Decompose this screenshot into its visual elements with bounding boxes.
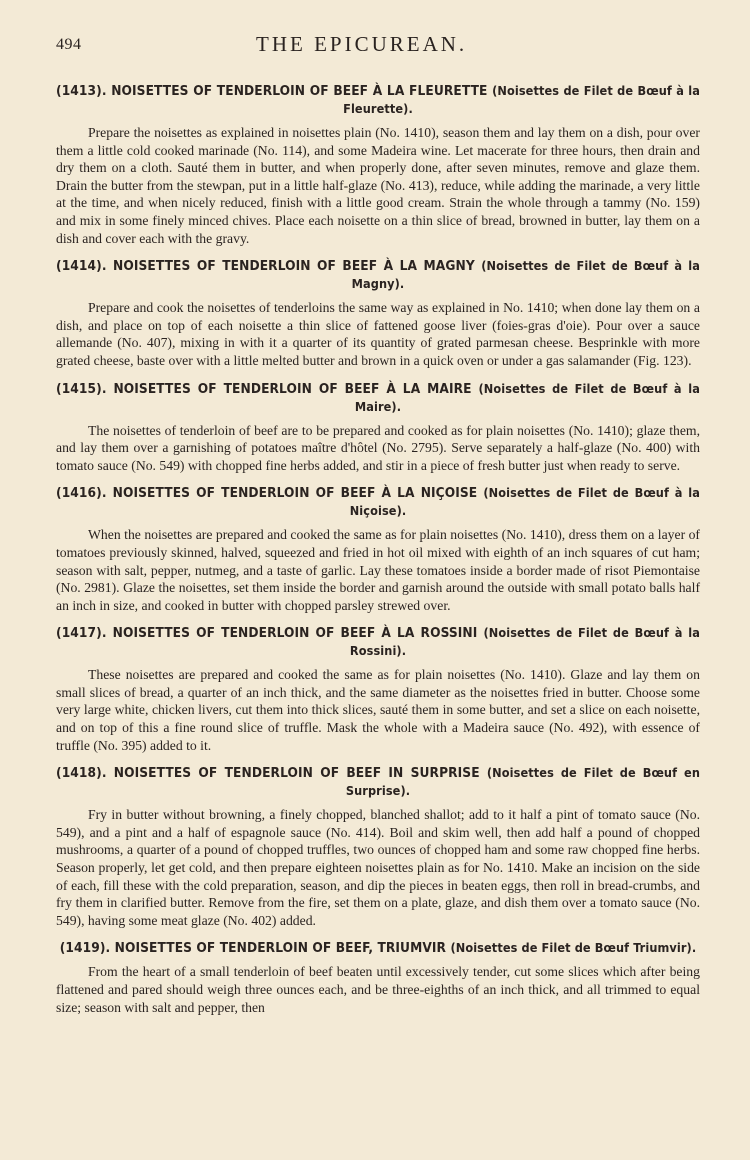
recipe-title: NOISETTES OF TENDERLOIN OF BEEF IN SURPRISE	[113, 765, 480, 782]
recipe-french-title: (Noisettes de Filet de Bœuf en Surprise).	[345, 765, 701, 799]
recipe-heading	[56, 82, 700, 118]
recipe-heading	[56, 257, 700, 293]
recipe-number: (1414).	[56, 258, 107, 275]
recipe-french-title: (Noisettes de Filet de Bœuf à la Rossini).	[349, 625, 701, 659]
recipe-entry-1413	[56, 82, 700, 247]
recipe-entry-1416	[56, 484, 700, 614]
recipe-body: When the noisettes are prepared and cooked the same as for plain noisettes (No. 1410), dress them on a layer of tomatoes previously skinned, halved, squeezed and fried in hot oil mixed with eighth of an inch squares of cut ham; season with salt, pepper, nutmeg, and a taste of garlic. Lay these tomatoes inside a border made of risot Piemontaise (No. 2981). Glaze the noisettes, set them inside the border and garnish around the outside with small potato balls half an inch in size, and cooked in butter with chopped parsley strewed over.	[56, 527, 700, 613]
recipe-body: These noisettes are prepared and cooked the same as for plain noisettes (No. 1410). Glaze and lay them on small slices of bread, a quarter of an inch thick, and the same diameter as the noisettes fried in butter. Choose some very large white, chicken livers, cut them into thick slices, sauté them in some butter, and set a slice on each noisette, and on top of this a fine round slice of truffle. Mask the whole with a Madeira sauce (No. 492), with essence of truffle (No. 395) added to it.	[56, 667, 700, 753]
recipe-body: From the heart of a small tenderloin of beef beaten until excessively tender, cut some slices which after being flattened and pared should weigh three ounces each, and be three-eighths of an inch thick, and all trimmed to equal size; season with salt and pepper, then	[56, 964, 700, 1015]
recipe-number: (1418).	[56, 765, 107, 782]
recipe-heading	[56, 484, 700, 520]
recipe-heading	[56, 624, 700, 660]
recipe-body: Prepare and cook the noisettes of tenderloins the same way as explained in No. 1410; when done lay them on a dish, and place on top of each noisette a thin slice of fattened goose liver (foies-gras d'oie). Pour over a sauce allemande (No. 407), mixing in with it a quarter of its quantity of grated parmesan cheese. Besprinkle with more grated cheese, baste over with a little melted butter and brown in a quick oven or under a gas salamander (Fig. 123).	[56, 300, 700, 368]
recipe-title: NOISETTES OF TENDERLOIN OF BEEF À LA MAGNY	[113, 258, 475, 275]
recipe-number: (1419).	[59, 940, 111, 957]
running-title: THE EPICUREAN.	[256, 32, 468, 56]
recipe-title: NOISETTES OF TENDERLOIN OF BEEF, TRIUMVIR	[114, 940, 447, 957]
recipe-number: (1415).	[56, 380, 107, 397]
recipe-french-title: (Noisettes de Filet de Bœuf Triumvir).	[450, 940, 697, 956]
recipe-title: NOISETTES OF TENDERLOIN OF BEEF À LA FLEURETTE	[111, 83, 488, 99]
recipe-entry-1419	[56, 939, 700, 1016]
recipe-body: Prepare the noisettes as explained in noisettes plain (No. 1410), season them and lay them on a dish, pour over them a little cold cooked marinade (No. 114), and some Madeira wine. Let macerate for three hours, then drain and dry them on a cloth. Sauté them in butter, and when properly done, after seven minutes, remove and glaze them. Drain the butter from the stewpan, put in a little half-glaze (No. 413), reduce, while adding the marinade, a very little at the time, and when nicely reduced, finish with a little good cream. Strain the whole through a tammy (No. 159) and mix in some finely minced chives. Place each noisette on a thin slice of bread, browned in butter, lay them on a dish and cover each with the gravy.	[56, 125, 700, 246]
recipe-heading	[56, 380, 700, 416]
recipe-entry-1414	[56, 257, 700, 369]
recipe-title: NOISETTES OF TENDERLOIN OF BEEF À LA ROSSINI	[112, 625, 478, 642]
recipe-body: Fry in butter without browning, a finely chopped, blanched shallot; add to it half a pint of tomato sauce (No. 549), and a pint and a half of espagnole sauce (No. 414). Boil and skim well, then add half a pound of chopped mushrooms, a quarter of a pound of chopped truffles, two ounces of chopped ham and some raw chopped fine herbs. Season properly, let get cold, and then prepare eighteen noisettes plain as for No. 1410. Make an incision on the side of each, fill these with the cold preparation, season, and dip the pieces in beaten eggs, then roll in bread-crumbs, and fry them in clarified butter. Remove from the fire, set them on a plate, glaze, and dish them over a tomato sauce (No. 549), having some meat glaze (No. 402) added.	[56, 807, 700, 928]
recipe-number: (1416).	[56, 485, 107, 502]
recipe-entry-1415	[56, 380, 700, 475]
recipe-french-title: (Noisettes de Filet de Bœuf à la Fleurette).	[343, 83, 700, 116]
recipe-entry-1418	[56, 764, 700, 929]
recipe-heading	[56, 764, 700, 800]
recipe-french-title: (Noisettes de Filet de Bœuf à la Magny).	[351, 258, 700, 292]
recipe-french-title: (Noisettes de Filet de Bœuf à la Niçoise).	[349, 485, 701, 519]
recipe-title: NOISETTES OF TENDERLOIN OF BEEF À LA MAIRE	[113, 380, 472, 397]
recipe-number: (1413).	[56, 83, 107, 99]
recipe-body: The noisettes of tenderloin of beef are to be prepared and cooked as for plain noisettes (No. 1410); glaze them, and lay them over a garnishing of potatoes maître d'hôtel (No. 2795). Serve separately a half-glaze (No. 400) with tomato sauce (No. 549) with chopped fine herbs added, and stir in a piece of fresh butter just when ready to serve.	[56, 422, 700, 473]
recipe-entry-1417	[56, 624, 700, 754]
recipe-french-title: (Noisettes de Filet de Bœuf à la Maire).	[354, 380, 700, 414]
page-number: 494	[56, 36, 82, 53]
recipe-number: (1417).	[56, 625, 107, 642]
running-header	[56, 32, 700, 62]
recipe-heading	[56, 939, 700, 957]
recipe-title: NOISETTES OF TENDERLOIN OF BEEF À LA NIÇOISE	[112, 485, 478, 502]
